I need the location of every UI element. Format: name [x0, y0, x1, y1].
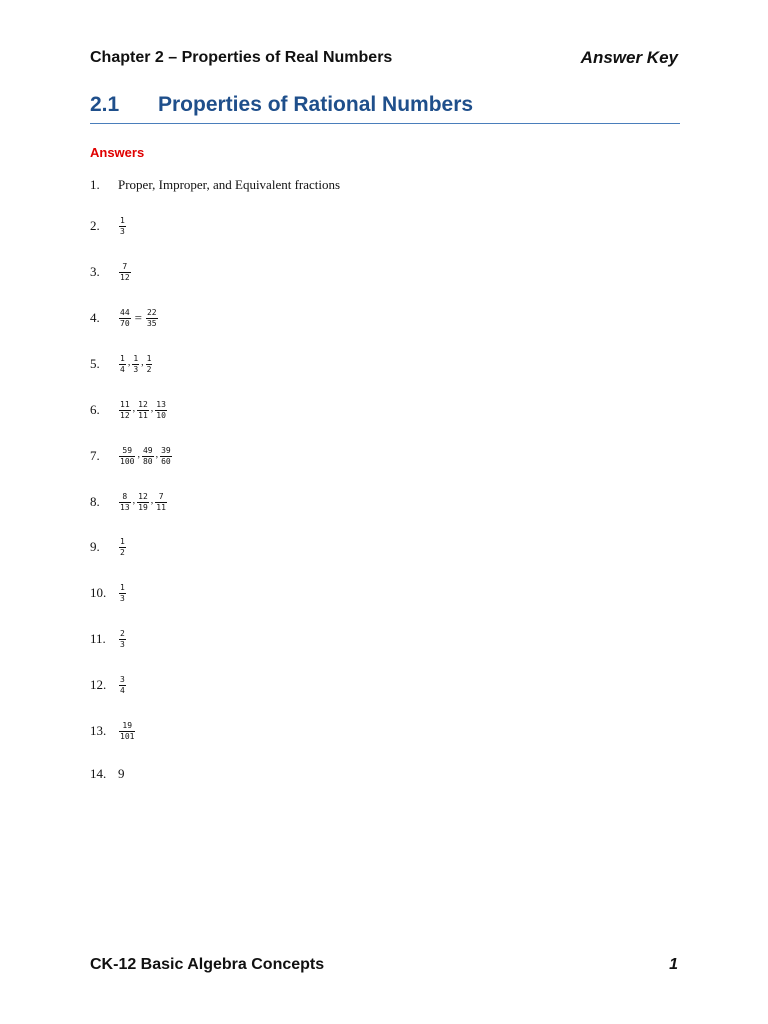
- denominator: 11: [138, 410, 148, 420]
- numerator: 12: [138, 399, 148, 409]
- answer-value: [118, 493, 168, 512]
- comma-separator: ,: [132, 494, 136, 506]
- numerator: 1: [120, 582, 125, 592]
- page-number: 1: [669, 956, 678, 973]
- answer-number: 9.: [90, 539, 100, 554]
- denominator: 100: [120, 456, 135, 466]
- fraction: [136, 401, 150, 420]
- answer-value: [118, 447, 173, 466]
- answer-number: 7.: [90, 448, 100, 463]
- numerator: 3: [120, 674, 125, 684]
- numerator: 8: [122, 491, 128, 501]
- denominator: 3: [120, 226, 125, 236]
- comma-separator: ,: [132, 402, 136, 414]
- fraction: [118, 355, 127, 374]
- comma-separator: ,: [150, 402, 154, 414]
- numerator: 1: [133, 353, 139, 363]
- numerator: 12: [138, 491, 148, 501]
- denominator: 3: [133, 364, 139, 374]
- answer-item: [90, 532, 127, 562]
- denominator: 3: [120, 593, 125, 603]
- fraction: [145, 309, 159, 328]
- answer-text: Proper, Improper, and Equivalent fractions: [118, 177, 341, 192]
- comma-separator: ,: [155, 448, 159, 460]
- numerator: 1: [120, 353, 125, 363]
- answer-item: [90, 349, 153, 379]
- denominator: 4: [120, 685, 125, 695]
- fraction: [131, 355, 140, 374]
- numerator: 11: [120, 399, 130, 409]
- answer-number: 12.: [90, 677, 107, 692]
- numerator: 1: [146, 353, 152, 363]
- answers-heading: Answers: [90, 145, 145, 160]
- fraction: [136, 493, 150, 512]
- answer-number: 2.: [90, 218, 100, 233]
- answer-item: [90, 487, 168, 517]
- answer-key-label: Answer Key: [580, 48, 678, 67]
- answer-value: [118, 722, 136, 741]
- denominator: 19: [138, 502, 148, 512]
- answer-text: 9: [118, 766, 125, 781]
- numerator: 13: [156, 399, 166, 409]
- answer-item: [90, 170, 340, 200]
- fraction: [118, 217, 127, 236]
- fraction: [154, 493, 168, 512]
- numerator: 7: [122, 261, 128, 271]
- answer-value: [118, 217, 127, 236]
- denominator: 12: [120, 272, 130, 282]
- numerator: 49: [142, 445, 153, 455]
- answer-item: [90, 578, 127, 608]
- answer-number: 3.: [90, 264, 100, 279]
- fraction: [118, 447, 136, 466]
- numerator: 22: [146, 307, 157, 317]
- comma-separator: ,: [150, 494, 154, 506]
- fraction: [118, 630, 127, 649]
- denominator: 11: [156, 502, 166, 512]
- fraction: [118, 263, 132, 282]
- denominator: 13: [120, 502, 130, 512]
- answer-item: [90, 670, 127, 700]
- answer-value: [118, 538, 127, 557]
- denominator: 80: [142, 456, 153, 466]
- answer-value: [118, 630, 127, 649]
- numerator: 59: [122, 445, 133, 455]
- numerator: 19: [122, 720, 133, 730]
- comma-separator: ,: [141, 356, 144, 368]
- answer-number: 11.: [90, 631, 106, 646]
- answer-item: [90, 759, 125, 789]
- denominator: 10: [156, 410, 166, 420]
- denominator: 60: [161, 456, 171, 466]
- answer-value: [118, 177, 340, 193]
- answer-number: 13.: [90, 723, 107, 738]
- numerator: 1: [120, 215, 125, 225]
- denominator: 3: [120, 639, 125, 649]
- fraction: [118, 309, 132, 328]
- answer-number: 14.: [90, 766, 107, 781]
- numerator: 2: [120, 628, 125, 638]
- answer-value: [118, 766, 125, 782]
- comma-separator: ,: [137, 448, 140, 460]
- comma-separator: ,: [127, 356, 131, 368]
- answer-item: [90, 441, 173, 471]
- denominator: 2: [120, 547, 125, 557]
- denominator: 35: [146, 318, 157, 328]
- answer-number: 4.: [90, 310, 100, 325]
- footer-book-title: CK-12 Basic Algebra Concepts: [90, 956, 325, 973]
- denominator: 101: [120, 731, 135, 741]
- denominator: 12: [120, 410, 130, 420]
- answer-value: [118, 676, 127, 695]
- answer-number: 1.: [90, 177, 100, 192]
- answer-item: [90, 303, 159, 333]
- answer-value: [118, 309, 159, 328]
- fraction: [118, 676, 127, 695]
- numerator: 7: [158, 491, 164, 501]
- answer-value: [118, 401, 168, 420]
- answer-number: 8.: [90, 494, 100, 509]
- fraction: [154, 401, 168, 420]
- fraction: [118, 401, 132, 420]
- fraction: [145, 355, 154, 374]
- fraction: [118, 722, 136, 741]
- fraction: [118, 538, 127, 557]
- denominator: 2: [146, 364, 152, 374]
- answer-item: [90, 716, 136, 746]
- numerator: 1: [120, 536, 125, 546]
- section-title: Properties of Rational Numbers: [158, 93, 474, 116]
- answer-item: [90, 211, 127, 241]
- fraction: [118, 584, 127, 603]
- equals-sign: =: [134, 310, 142, 325]
- answer-number: 10.: [90, 585, 107, 600]
- answer-value: [118, 355, 153, 374]
- fraction: [118, 493, 132, 512]
- answer-value: [118, 584, 127, 603]
- section-number: 2.1: [90, 93, 120, 116]
- answer-item: [90, 624, 127, 654]
- heading-divider: [90, 123, 680, 124]
- denominator: 4: [120, 364, 125, 374]
- chapter-header: Chapter 2 – Properties of Real Numbers: [90, 49, 393, 66]
- answer-value: [118, 263, 132, 282]
- answer-item: [90, 257, 132, 287]
- fraction: [141, 447, 155, 466]
- answer-number: 5.: [90, 356, 100, 371]
- answer-number: 6.: [90, 402, 100, 417]
- numerator: 44: [120, 307, 130, 317]
- fraction: [159, 447, 173, 466]
- numerator: 39: [161, 445, 171, 455]
- answer-item: [90, 395, 168, 425]
- denominator: 70: [120, 318, 130, 328]
